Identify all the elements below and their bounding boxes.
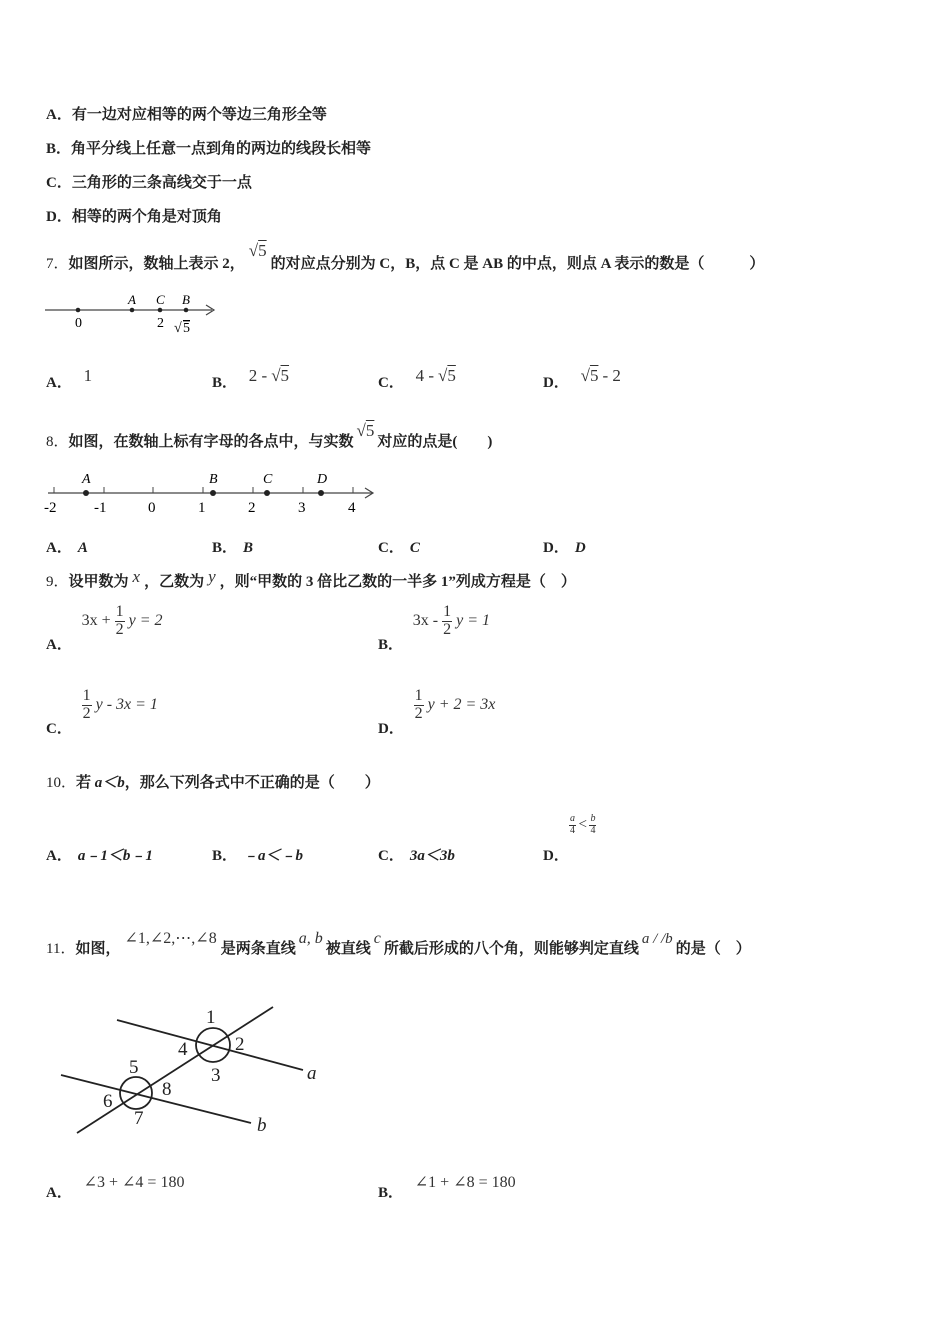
- q8-option-a: [46, 536, 88, 557]
- stem-part: 如图，: [75, 941, 121, 957]
- option-letter: D．: [378, 720, 404, 737]
- point-zero: [76, 308, 81, 313]
- fraction: [414, 688, 424, 723]
- var-y: y: [208, 567, 216, 586]
- label-a: A: [82, 472, 91, 487]
- angle-label-7: 7: [134, 1108, 144, 1129]
- frac-num: 1: [82, 687, 91, 704]
- q9-option-b: [378, 603, 490, 653]
- option-text: 三角形的三条高线交于一点: [71, 175, 252, 191]
- q8-option-d: [543, 536, 586, 557]
- fraction: [589, 814, 596, 836]
- angle-label-1: 1: [206, 1007, 216, 1028]
- frac-num: 1: [115, 603, 124, 620]
- option-letter: A．: [46, 1185, 72, 1201]
- question-number: 11．: [46, 941, 76, 957]
- option-letter: C．: [46, 720, 72, 737]
- frac-den: 4: [570, 824, 575, 836]
- q7-option-d: [543, 366, 621, 392]
- q8-option-b: [212, 536, 253, 557]
- label-d: D: [317, 472, 328, 487]
- tick-label: 3: [298, 500, 306, 516]
- point-d: [318, 490, 324, 496]
- tick-label: 4: [348, 500, 356, 516]
- option-value: D: [574, 540, 586, 556]
- question-number: 7．: [46, 256, 69, 272]
- option-letter: A．: [46, 540, 72, 556]
- angle-label-4: 4: [178, 1039, 188, 1060]
- option-letter: D．: [543, 375, 569, 391]
- label-a: A: [128, 292, 136, 307]
- angle-label-6: 6: [103, 1091, 113, 1112]
- angle-circle-bottom: [120, 1077, 152, 1109]
- option-value: B: [243, 540, 254, 556]
- equation: [81, 603, 163, 638]
- point-c: [158, 308, 163, 313]
- option-letter: C．: [378, 540, 404, 556]
- operator: <: [578, 816, 587, 833]
- q11-option-b: [378, 1174, 516, 1202]
- fraction: [442, 604, 452, 639]
- option-letter: D．: [46, 209, 72, 225]
- angle-label-2: 2: [235, 1034, 245, 1055]
- option-letter: A．: [46, 375, 72, 391]
- option-value: ∠1 + ∠8 = 180: [414, 1174, 516, 1191]
- frac-den: 2: [414, 704, 423, 722]
- var-x: x: [132, 567, 141, 586]
- option-value: A: [77, 540, 88, 556]
- condition: a＜b: [94, 775, 125, 791]
- stem-part: 如图，在数轴上标有字母的各点中，与实数: [68, 434, 354, 450]
- sqrt5: √5: [580, 366, 599, 385]
- point-b: [184, 308, 189, 313]
- q9-option-a: [46, 603, 163, 653]
- question-number: 9．: [46, 574, 69, 590]
- q9-stem: [46, 567, 576, 591]
- option-letter: A．: [46, 848, 72, 864]
- q10-stem: [46, 771, 380, 792]
- point-c: [264, 490, 270, 496]
- q10-option-b: [212, 844, 303, 865]
- sqrt5: √5: [356, 421, 375, 440]
- stem-part: ，那么下列各式中不正确的是（ ）: [124, 775, 380, 791]
- stem-part: 的是（ ）: [675, 941, 751, 957]
- option-value: 3a＜3b: [409, 848, 455, 864]
- option-letter: D．: [543, 848, 569, 864]
- q8-number-line: [40, 466, 380, 520]
- option-letter: B．: [212, 375, 238, 391]
- option-value: - 2: [602, 366, 621, 385]
- angle-label-8: 8: [162, 1079, 172, 1100]
- q8-option-c: [378, 536, 420, 557]
- option-letter: C．: [46, 175, 72, 191]
- parallel-expr: a / /b: [641, 931, 673, 947]
- q7-option-b: [212, 366, 290, 392]
- question-number: 8．: [46, 434, 69, 450]
- eq-pre: 3x -: [412, 611, 439, 629]
- stem-part: 设甲数为: [68, 574, 129, 590]
- stem-part: 若: [76, 775, 95, 791]
- stem-part: 对应的点是( ): [377, 434, 493, 450]
- frac-num: 1: [414, 687, 423, 704]
- point-a: [83, 490, 89, 496]
- option-text: 相等的两个角是对顶角: [71, 209, 222, 225]
- option-letter: D．: [543, 540, 569, 556]
- q11-option-a: [46, 1174, 185, 1202]
- q10-option-c: [378, 844, 455, 865]
- eq-post: y = 1: [456, 611, 490, 629]
- angle-label-3: 3: [211, 1065, 221, 1086]
- radicand: 5: [447, 366, 456, 385]
- sqrt5: √5: [248, 241, 267, 260]
- equation: [412, 603, 490, 638]
- angles-expr: ∠1,∠2,⋯,∠8: [124, 930, 217, 947]
- equation: [414, 687, 496, 722]
- eq-pre: 3x +: [81, 611, 111, 629]
- radicand: 5: [365, 421, 375, 440]
- option-letter: A．: [46, 107, 72, 123]
- frac-den: 2: [443, 620, 452, 638]
- fraction: [82, 688, 92, 723]
- fraction: [115, 604, 125, 639]
- line-c: [77, 1007, 273, 1133]
- option-letter: B．: [378, 636, 404, 653]
- angle-label-5: 5: [129, 1057, 139, 1078]
- frac-num: b: [590, 813, 596, 824]
- stem-part: ，乙数为: [144, 574, 205, 590]
- q7-option-a: [46, 366, 93, 392]
- q9-option-d: [378, 687, 496, 737]
- tick-sqrt5-radicand: 5: [183, 321, 190, 336]
- stem-part: 被直线: [325, 941, 371, 957]
- q8-stem: [46, 421, 493, 451]
- tick-sqrt5: √: [174, 321, 182, 336]
- label-b: B: [209, 472, 218, 487]
- eq-post: y + 2 = 3x: [427, 695, 496, 713]
- frac-den: 2: [82, 704, 91, 722]
- q6-option-a: [46, 103, 327, 124]
- line-c: c: [373, 930, 381, 947]
- option-text: 有一边对应相等的两个等边三角形全等: [71, 107, 327, 123]
- sqrt5: √5: [438, 366, 456, 385]
- option-value: 1: [83, 366, 93, 385]
- eq-post: y = 2: [128, 611, 163, 629]
- tick-2: 2: [157, 316, 164, 331]
- sqrt5: √5: [271, 366, 290, 385]
- tick-label: 2: [248, 500, 256, 516]
- point-b: [210, 490, 216, 496]
- option-letter: B．: [212, 540, 238, 556]
- line-label-a: a: [307, 1063, 317, 1084]
- q9-option-c: [46, 687, 158, 737]
- stem-part: 是两条直线: [220, 941, 296, 957]
- q6-option-c: [46, 171, 252, 192]
- q7-option-c: [378, 366, 456, 392]
- option-value: ∠3 + ∠4 = 180: [83, 1174, 185, 1191]
- line-label-b: b: [257, 1115, 267, 1136]
- tick-0: 0: [75, 316, 82, 331]
- frac-den: 2: [115, 620, 124, 638]
- label-b: B: [182, 292, 190, 307]
- fraction: [569, 814, 576, 836]
- option-letter: C．: [378, 848, 404, 864]
- option-letter: B．: [212, 848, 238, 864]
- label-c: C: [263, 472, 273, 487]
- q7-stem: [46, 241, 765, 273]
- frac-num: 1: [443, 603, 452, 620]
- frac-num: a: [570, 813, 575, 824]
- option-value: a﹣1＜b﹣1: [77, 848, 153, 864]
- option-letter: C．: [378, 375, 404, 391]
- frac-den: 4: [590, 824, 596, 836]
- option-text: 角平分线上任意一点到角的两边的线段长相等: [71, 141, 372, 157]
- option-value: 4 -: [415, 366, 435, 385]
- q11-figure: [55, 995, 335, 1145]
- q10-option-d-expr: [569, 814, 596, 836]
- q7-number-line: [40, 288, 230, 338]
- equation: [82, 687, 158, 722]
- question-number: 10．: [46, 775, 77, 791]
- q10-option-a: [46, 844, 153, 865]
- radicand: 5: [589, 366, 599, 385]
- stem-part: 所截后形成的八个角，则能够判定直线: [383, 941, 639, 957]
- option-value: ﹣a＜﹣b: [243, 848, 304, 864]
- option-value: 2 -: [248, 366, 268, 385]
- q11-stem: [46, 930, 751, 958]
- point-a: [130, 308, 135, 313]
- tick-label: 0: [148, 500, 156, 516]
- option-letter: B．: [46, 141, 72, 157]
- q6-option-b: [46, 137, 371, 158]
- q6-option-d: [46, 205, 222, 226]
- stem-part: 如图所示，数轴上表示 2，: [68, 256, 245, 272]
- stem-part: ，则“甲数的 3 倍比乙数的一半多 1”列成方程是（ ）: [219, 574, 576, 590]
- radicand: 5: [280, 366, 290, 385]
- lines-ab: a, b: [298, 930, 323, 947]
- radicand: 5: [258, 241, 267, 260]
- eq-post: y - 3x = 1: [95, 695, 158, 713]
- option-letter: B．: [378, 1185, 404, 1201]
- tick-label: -2: [44, 500, 57, 516]
- option-letter: A．: [46, 636, 72, 653]
- label-c: C: [156, 292, 165, 307]
- option-value: C: [409, 540, 420, 556]
- stem-part: 的对应点分别为 C，B，点 C 是 AB 的中点，则点 A 表示的数是（ ）: [270, 256, 765, 272]
- tick-label: 1: [198, 500, 206, 516]
- tick-label: -1: [94, 500, 107, 516]
- q10-option-d: [543, 844, 569, 865]
